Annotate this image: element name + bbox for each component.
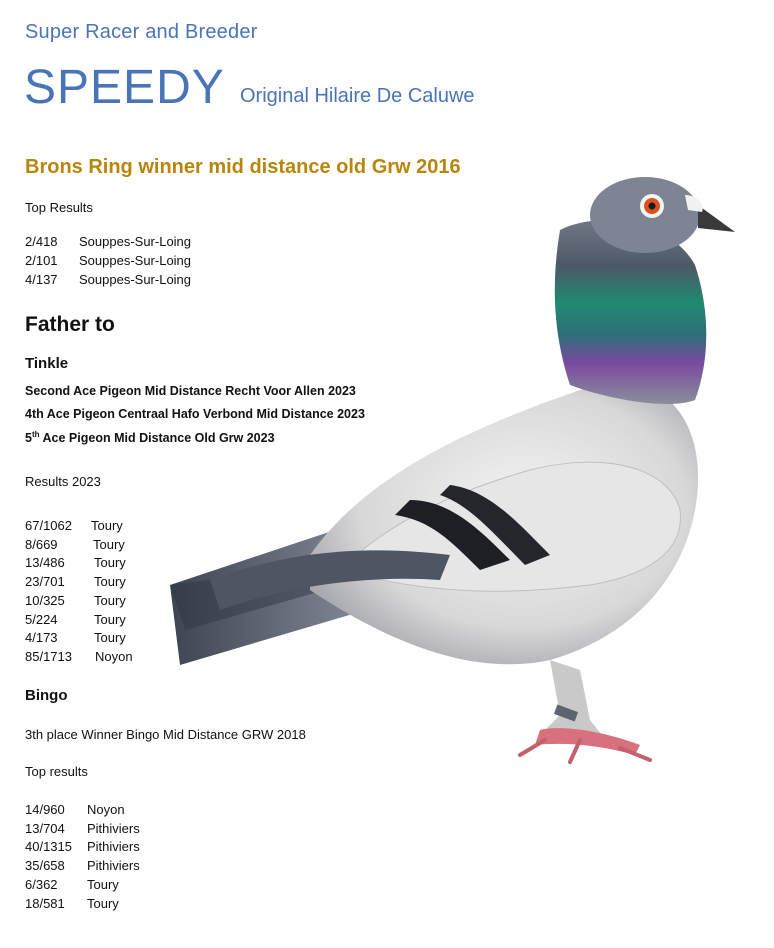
result-value: 67/1062 <box>25 518 72 533</box>
result-row <box>25 838 140 857</box>
result-row <box>25 895 140 914</box>
result-row <box>25 573 133 592</box>
tinkle-heading: Tinkle <box>25 355 69 372</box>
result-place: Toury <box>94 630 126 646</box>
subtitle: Super Racer and Breeder <box>25 21 258 43</box>
tinkle-achievement: 5th Ace Pigeon Mid Distance Old Grw 2023 <box>25 430 275 446</box>
bingo-heading: Bingo <box>25 687 68 704</box>
result-place: Souppes-Sur-Loing <box>79 272 192 287</box>
tinkle-results-heading: Results 2023 <box>25 474 101 489</box>
result-row <box>25 876 140 895</box>
result-row <box>25 648 133 667</box>
result-row <box>25 820 140 839</box>
result-row <box>25 592 133 611</box>
top-results-heading: Top Results <box>25 200 93 215</box>
bingo-results-heading: Top results <box>25 764 88 779</box>
result-row <box>25 251 191 270</box>
result-row <box>25 517 133 536</box>
result-value: 40/1315 <box>25 839 72 855</box>
result-value: 13/486 <box>25 555 65 571</box>
result-value: 10/325 <box>25 592 65 608</box>
result-value: 35/658 <box>25 858 65 874</box>
result-value: 5/224 <box>25 611 58 627</box>
result-place: Pithiviers <box>87 820 140 836</box>
award-heading: Brons Ring winner mid distance old Grw 2016 <box>25 156 461 178</box>
result-place: Toury <box>94 574 126 590</box>
result-row <box>25 554 133 573</box>
result-value: 8/669 <box>25 536 58 552</box>
result-value: 4/173 <box>25 630 58 646</box>
pigeon-name: SPEEDY <box>24 61 225 114</box>
result-place: Toury <box>87 895 119 911</box>
result-place: Noyon <box>87 802 125 817</box>
tinkle-results-list <box>25 517 133 667</box>
result-place: Toury <box>91 518 123 533</box>
result-place: Toury <box>94 592 126 608</box>
result-value: 6/362 <box>25 876 58 892</box>
bingo-achievement: 3th place Winner Bingo Mid Distance GRW 2018 <box>25 727 306 742</box>
bingo-results-list <box>25 801 140 913</box>
result-place: Toury <box>94 611 126 627</box>
result-value: 23/701 <box>25 574 65 590</box>
result-place: Toury <box>93 536 125 552</box>
result-place: Toury <box>94 555 126 571</box>
result-row <box>25 611 133 630</box>
result-place: Pithiviers <box>87 858 140 874</box>
result-row <box>25 270 191 289</box>
top-results-list <box>25 232 191 289</box>
result-place: Toury <box>87 876 119 892</box>
tinkle-achievement: Second Ace Pigeon Mid Distance Recht Voor Allen 2023 <box>25 384 356 398</box>
result-row <box>25 857 140 876</box>
result-place: Noyon <box>95 648 133 664</box>
result-row <box>25 801 140 820</box>
result-row <box>25 536 133 555</box>
father-to-heading: Father to <box>25 313 115 336</box>
result-value: 2/101 <box>25 253 58 268</box>
pigeon-image <box>150 170 750 770</box>
result-place: Souppes-Sur-Loing <box>79 234 192 249</box>
origin: Original Hilaire De Caluwe <box>240 85 475 107</box>
tinkle-achievement: 4th Ace Pigeon Centraal Hafo Verbond Mid Distance 2023 <box>25 407 365 421</box>
result-value: 85/1713 <box>25 648 72 664</box>
result-place: Pithiviers <box>87 839 140 855</box>
result-row <box>25 629 133 648</box>
result-value: 2/418 <box>25 234 58 249</box>
result-value: 4/137 <box>25 272 58 287</box>
result-value: 13/704 <box>25 820 65 836</box>
result-place: Souppes-Sur-Loing <box>79 253 192 268</box>
result-value: 18/581 <box>25 895 65 911</box>
result-row <box>25 232 191 251</box>
result-value: 14/960 <box>25 802 65 817</box>
